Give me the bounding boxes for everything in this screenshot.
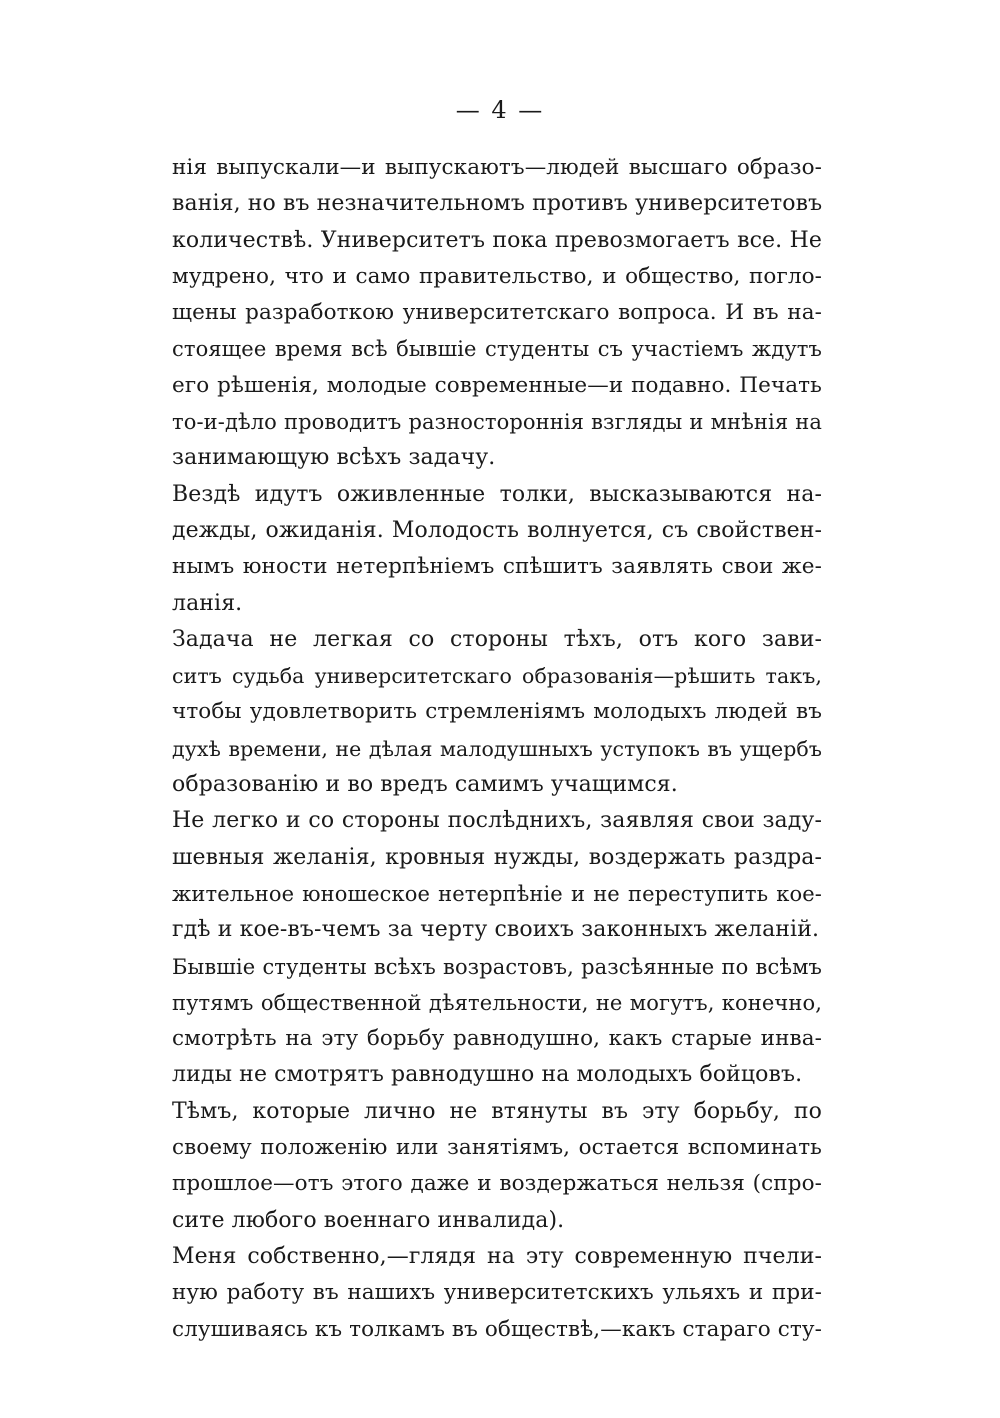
text-line: занимающую всѣхъ задачу. bbox=[172, 445, 496, 471]
text-line: слушиваясь къ толкамъ въ обществѣ,—какъ стараго сту- bbox=[172, 1316, 822, 1342]
text-line: жительное юношеское нетерпѣніе и не переступить кое- bbox=[172, 881, 822, 906]
text-line: шевныя желанія, кровныя нужды, воздержать раздра- bbox=[172, 844, 822, 870]
text-line: стоящее время всѣ бывшіе студенты съ участіемъ ждутъ bbox=[172, 337, 822, 362]
text-line: Бывшіе студенты всѣхъ возрастовъ, разсѣянные по всѣмъ bbox=[172, 954, 822, 979]
text-line: путямъ общественной дѣятельности, не могутъ, конечно, bbox=[172, 990, 822, 1015]
text-line: его рѣшенія, молодые современные—и подавно. Печать bbox=[172, 372, 822, 398]
text-line: лиды не смотрятъ равнодушно на молодыхъ бойцовъ. bbox=[172, 1062, 803, 1088]
text-line: чтобы удовлетворить стремленіямъ молодыхъ людей въ bbox=[172, 699, 822, 725]
text-body bbox=[172, 150, 822, 1348]
text-line: ланія. bbox=[172, 590, 243, 616]
text-line: Не легко и со стороны послѣднихъ, заявляя свои заду- bbox=[172, 808, 822, 834]
text-line: ситъ судьба университетскаго образованія—рѣшить такъ, bbox=[172, 664, 822, 689]
text-line: нымъ юности нетерпѣніемъ спѣшитъ заявлять свои же- bbox=[172, 554, 822, 580]
text-line: смотрѣть на эту борьбу равнодушно, какъ старые инва- bbox=[172, 1026, 822, 1052]
text-line: Задача не легкая со стороны тѣхъ, отъ кого зави- bbox=[172, 626, 822, 652]
text-line: ванія, но въ незначительномъ противъ университетовъ bbox=[172, 191, 823, 217]
text-line: образованію и во вредъ самимъ учащимся. bbox=[172, 772, 678, 798]
text-line: количествѣ. Университетъ пока превозмогаетъ все. Не bbox=[172, 227, 822, 253]
text-line: гдѣ и кое-въ-чемъ за черту своихъ законныхъ желаній. bbox=[172, 917, 820, 943]
text-line: нія выпускали—и выпускаютъ—людей высшаго образо- bbox=[172, 155, 822, 180]
text-line: то-и-дѣло проводитъ разностороннія взгляды и мнѣнія на bbox=[172, 410, 822, 435]
text-line: мудрено, что и само правительство, и общество, погло- bbox=[172, 263, 822, 289]
text-line: Меня собственно,—глядя на эту современную пчели- bbox=[172, 1243, 822, 1269]
page-number: — 4 — bbox=[455, 96, 545, 124]
text-line: дежды, ожиданія. Молодость волнуется, съ свойствен- bbox=[172, 517, 822, 543]
text-line: духѣ времени, не дѣлая малодушныхъ уступокъ въ ущербъ bbox=[172, 736, 822, 761]
text-line: своему положенію или занятіямъ, остается вспоминать bbox=[172, 1135, 822, 1161]
text-line: Вездѣ идутъ оживленные толки, высказываются на- bbox=[172, 481, 822, 507]
text-line: сите любого военнаго инвалида). bbox=[172, 1207, 565, 1233]
text-line: прошлое—отъ этого даже и воздержаться нельзя (спро- bbox=[172, 1171, 822, 1197]
text-line: щены разработкою университетскаго вопроса. И въ на- bbox=[172, 300, 822, 326]
text-line: Тѣмъ, которые лично не втянуты въ эту борьбу, по bbox=[172, 1098, 822, 1124]
text-line: ную работу въ нашихъ университетскихъ ульяхъ и при- bbox=[172, 1280, 822, 1306]
